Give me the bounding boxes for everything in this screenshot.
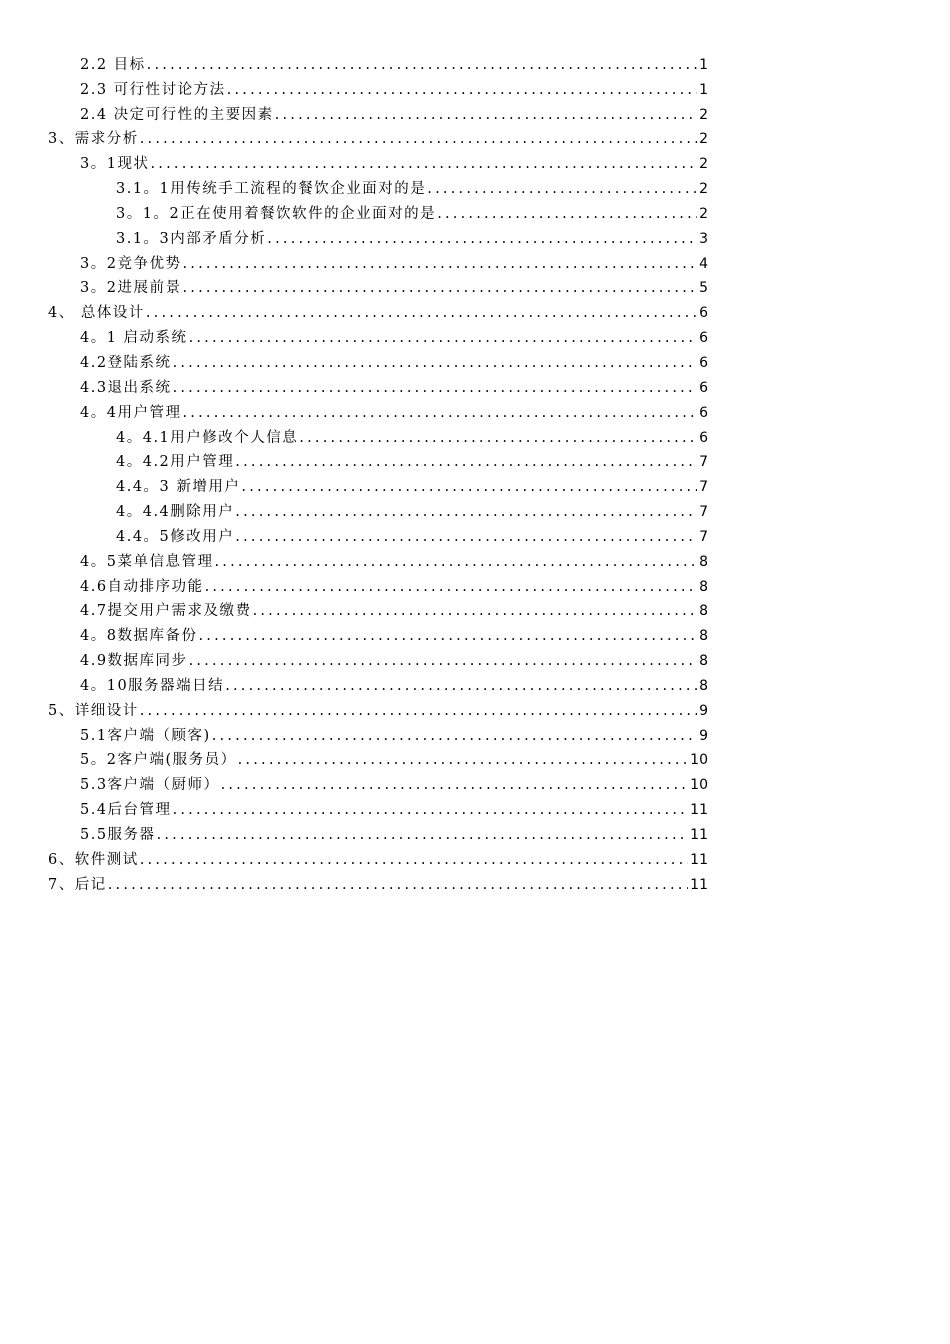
- toc-entry-page-number: 7: [699, 504, 708, 521]
- dot-leader: [140, 701, 697, 721]
- toc-entry[interactable]: [0, 621, 950, 646]
- toc-entry-title: 4。5菜单信息管理: [80, 553, 214, 570]
- toc-entry-title: 5.1客户端（顾客): [80, 727, 211, 744]
- toc-entry-title: 3、需求分析: [48, 131, 139, 148]
- toc-entry[interactable]: [0, 845, 950, 870]
- toc-entry-page-number: 8: [699, 677, 708, 694]
- dot-leader: [182, 254, 697, 274]
- toc-entry-title: 4。8数据库备份: [80, 628, 198, 645]
- toc-entry-title: 4。10服务器端日结: [80, 677, 225, 694]
- dot-leader: [437, 204, 697, 224]
- toc-entry-title: 3.1。1用传统手工流程的餐饮企业面对的是: [116, 181, 427, 198]
- toc-entry-title: 3。2进展前景: [80, 280, 182, 297]
- toc-entry[interactable]: [0, 671, 950, 696]
- toc-entry-page-number: 8: [699, 603, 708, 620]
- toc-entry[interactable]: [0, 472, 950, 497]
- toc-entry-page-number: 7: [699, 454, 708, 471]
- dot-leader: [214, 552, 697, 572]
- toc-entry[interactable]: [0, 820, 950, 845]
- toc-entry[interactable]: [0, 249, 950, 274]
- toc-entry-page-number: 9: [699, 727, 708, 744]
- toc-entry[interactable]: [0, 721, 950, 746]
- toc-entry-page-number: 8: [699, 553, 708, 570]
- toc-entry-page-number: 6: [699, 379, 708, 396]
- toc-entry-page-number: 6: [699, 354, 708, 371]
- toc-entry-page-number: 6: [699, 404, 708, 421]
- dot-leader: [241, 477, 697, 497]
- toc-entry-title: 5。2客户端(服务员）: [80, 752, 237, 769]
- dot-leader: [227, 80, 697, 100]
- toc-entry-page-number: 8: [699, 653, 708, 670]
- toc-entry-title: 5.4后台管理: [80, 802, 172, 819]
- toc-entry-title: 5.3客户端（厨师）: [80, 777, 220, 794]
- toc-entry[interactable]: [0, 795, 950, 820]
- toc-entry-page-number: 11: [690, 851, 708, 868]
- toc-entry-title: 5.5服务器: [80, 827, 156, 843]
- toc-entry-page-number: 1: [699, 56, 708, 73]
- toc-entry[interactable]: [0, 75, 950, 100]
- toc-entry-title: 3。1。2正在使用着餐饮软件的企业面对的是: [116, 205, 437, 222]
- dot-leader: [157, 825, 689, 845]
- toc-entry-title: 4。4.4删除用户: [116, 504, 235, 521]
- toc-entry[interactable]: [0, 373, 950, 398]
- toc-entry-page-number: 9: [699, 702, 708, 719]
- toc-entry[interactable]: [0, 274, 950, 299]
- toc-entry[interactable]: [0, 174, 950, 199]
- dot-leader: [267, 229, 697, 249]
- toc-entry-title: 4.6自动排序功能: [80, 578, 204, 595]
- toc-entry-page-number: 11: [690, 876, 708, 893]
- toc-entry[interactable]: [0, 224, 950, 249]
- dot-leader: [275, 105, 697, 125]
- dot-leader: [253, 601, 698, 621]
- toc-entry[interactable]: [0, 348, 950, 373]
- dot-leader: [140, 129, 697, 149]
- toc-entry-title: 4.2登陆系统: [80, 354, 172, 371]
- toc-entry-page-number: 2: [699, 181, 708, 198]
- toc-entry-title: 3。1现状: [80, 156, 150, 173]
- dot-leader: [212, 726, 697, 746]
- toc-entry-title: 3。2竞争优势: [80, 255, 182, 272]
- toc-entry-title: 2.4 决定可行性的主要因素: [80, 106, 274, 123]
- toc-entry-page-number: 6: [699, 429, 708, 446]
- dot-leader: [225, 676, 697, 696]
- dot-leader: [140, 850, 688, 870]
- toc-entry-page-number: 5: [699, 280, 708, 297]
- toc-entry-page-number: 10: [690, 777, 708, 794]
- toc-entry[interactable]: [0, 870, 950, 895]
- dot-leader: [189, 651, 698, 671]
- dot-leader: [108, 875, 688, 895]
- toc-entry-page-number: 8: [699, 628, 708, 645]
- toc-entry[interactable]: [0, 547, 950, 572]
- toc-entry-page-number: 3: [699, 230, 708, 247]
- toc-entry-title: 4。4.1用户修改个人信息: [116, 429, 299, 446]
- dot-leader: [182, 278, 697, 298]
- toc-entry[interactable]: [0, 572, 950, 597]
- dot-leader: [235, 502, 697, 522]
- dot-leader: [189, 328, 698, 348]
- dot-leader: [238, 750, 689, 770]
- toc-entry[interactable]: [0, 199, 950, 224]
- toc-entry-page-number: 8: [699, 578, 708, 595]
- dot-leader: [146, 303, 697, 323]
- dot-leader: [173, 800, 689, 820]
- dot-leader: [427, 179, 697, 199]
- dot-leader: [198, 626, 697, 646]
- toc-entry-title: 4。1 启动系统: [80, 330, 188, 347]
- toc-entry-title: 4.3退出系统: [80, 379, 172, 396]
- toc-entry-page-number: 6: [699, 305, 708, 322]
- dot-leader: [182, 403, 697, 423]
- dot-leader: [205, 577, 698, 597]
- table-of-contents: [0, 50, 950, 895]
- toc-entry-title: 2.3 可行性讨论方法: [80, 81, 226, 98]
- dot-leader: [235, 527, 697, 547]
- toc-entry-page-number: 7: [699, 528, 708, 545]
- toc-entry[interactable]: [0, 323, 950, 348]
- toc-entry-title: 4.7提交用户需求及缴费: [80, 603, 252, 620]
- toc-entry[interactable]: [0, 770, 950, 795]
- toc-entry[interactable]: [0, 597, 950, 622]
- toc-entry-page-number: 2: [699, 106, 708, 123]
- dot-leader: [173, 353, 698, 373]
- toc-entry-title: 5、详细设计: [48, 702, 139, 719]
- toc-entry-title: 4.9数据库同步: [80, 653, 188, 670]
- toc-entry-title: 6、软件测试: [48, 851, 139, 868]
- toc-entry[interactable]: [0, 423, 950, 448]
- toc-entry[interactable]: [0, 497, 950, 522]
- toc-entry-title: 4.4。3 新增用户: [116, 479, 241, 496]
- toc-entry-title: 4、 总体设计: [48, 305, 145, 322]
- toc-entry[interactable]: [0, 746, 950, 771]
- toc-entry[interactable]: [0, 149, 950, 174]
- toc-entry[interactable]: [0, 50, 950, 75]
- toc-entry-page-number: 11: [690, 802, 708, 819]
- dot-leader: [235, 452, 697, 472]
- toc-entry-title: 7、后记: [48, 876, 107, 893]
- toc-entry-title: 4。4.2用户管理: [116, 454, 235, 471]
- toc-entry[interactable]: [0, 448, 950, 473]
- toc-entry-page-number: 11: [690, 827, 708, 843]
- toc-entry-page-number: 7: [699, 479, 708, 496]
- toc-entry-page-number: 2: [699, 131, 708, 148]
- dot-leader: [221, 775, 689, 795]
- toc-entry-page-number: 6: [699, 330, 708, 347]
- toc-entry-page-number: 2: [699, 156, 708, 173]
- toc-entry-page-number: 2: [699, 205, 708, 222]
- toc-entry-page-number: 10: [690, 752, 708, 769]
- toc-entry[interactable]: [0, 398, 950, 423]
- toc-entry[interactable]: [0, 125, 950, 150]
- toc-entry[interactable]: [0, 696, 950, 721]
- toc-entry-title: 2.2 目标: [80, 56, 146, 73]
- toc-entry[interactable]: [0, 298, 950, 323]
- dot-leader: [173, 378, 698, 398]
- dot-leader: [150, 154, 697, 174]
- toc-entry[interactable]: [0, 522, 950, 547]
- dot-leader: [299, 428, 697, 448]
- toc-entry[interactable]: [0, 646, 950, 671]
- toc-entry-title: 4.4。5修改用户: [116, 528, 235, 545]
- toc-entry-title: 4。4用户管理: [80, 404, 182, 421]
- toc-entry-page-number: 4: [699, 255, 708, 272]
- toc-entry-title: 3.1。3内部矛盾分析: [116, 230, 267, 247]
- toc-entry-page-number: 1: [699, 81, 708, 98]
- dot-leader: [147, 55, 697, 75]
- toc-entry[interactable]: [0, 100, 950, 125]
